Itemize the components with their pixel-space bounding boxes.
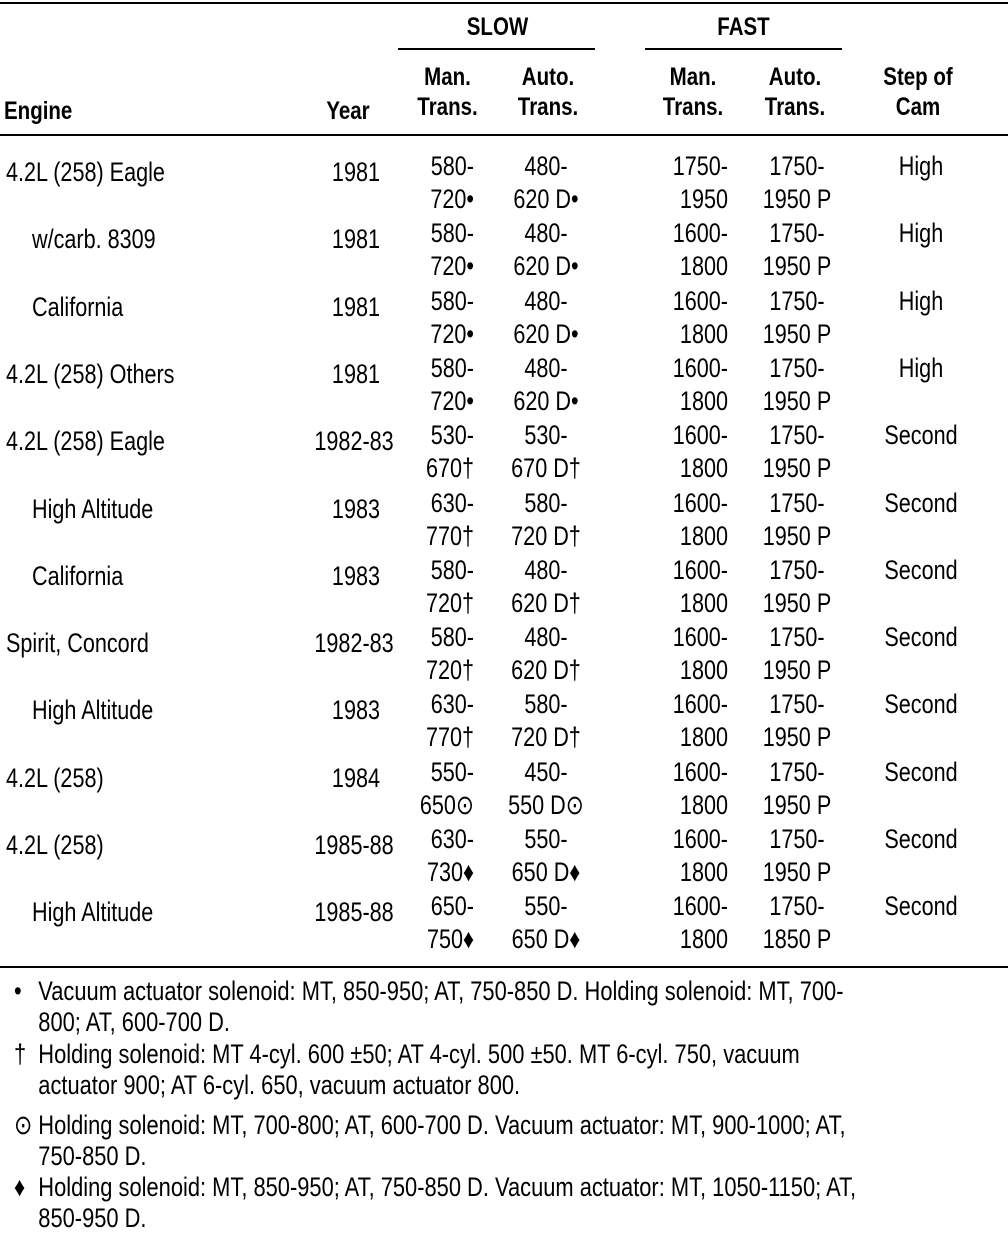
footnote-line: actuator 900; AT 6-cyl. 650, vacuum actuator 800.: [38, 1070, 521, 1100]
table-cell-slow-auto: 480-: [524, 555, 568, 585]
table-cell-fast-auto: 1950 P: [762, 251, 832, 281]
footnote-mark: ♦: [14, 1172, 26, 1202]
table-cell-fast-man: 1800: [679, 924, 728, 954]
table-cell-slow-auto: 550 D⊙: [508, 790, 584, 820]
header-rule: [0, 134, 1008, 136]
table-cell-slow-auto: 620 D•: [513, 386, 579, 416]
table-row-engine: California: [32, 292, 124, 322]
table-cell-fast-auto: 1750-: [769, 622, 825, 652]
table-cell-fast-man: 1750-: [672, 151, 728, 181]
fast-underline: [645, 48, 842, 50]
table-cell-fast-man: 1600-: [672, 689, 728, 719]
header-fast: FAST: [717, 13, 770, 41]
table-cell-slow-man: 770†: [425, 521, 474, 551]
table-cell-fast-man: 1600-: [672, 218, 728, 248]
footnote: [14, 1172, 1002, 1234]
table-cell-slow-auto: 620 D•: [513, 184, 579, 214]
header-slow-man-1: Man.: [424, 63, 471, 91]
table-cell-fast-auto: 1950 P: [762, 655, 832, 685]
header-slow: SLOW: [466, 13, 529, 41]
table-cell-slow-man: 720•: [430, 386, 474, 416]
table-row-engine: 4.2L (258) Eagle: [6, 426, 165, 456]
table-cell-year: 1981: [331, 157, 380, 187]
table-cell-year: 1985-88: [314, 897, 394, 927]
table-row-engine: w/carb. 8309: [32, 224, 156, 254]
header-step-2: Cam: [895, 93, 941, 121]
table-row-engine: High Altitude: [32, 897, 154, 927]
table-cell-year: 1982-83: [314, 426, 394, 456]
table-cell-fast-auto: 1950 P: [762, 453, 832, 483]
table-cell-fast-man: 1600-: [672, 622, 728, 652]
table-cell-slow-auto: 650 D♦: [511, 857, 581, 887]
header-step-1: Step of: [883, 63, 953, 91]
header-year: Year: [326, 97, 370, 125]
table-row-engine: 4.2L (258): [6, 763, 104, 793]
header-slow-auto-2: Trans.: [517, 93, 579, 121]
table-cell-fast-auto: 1950 P: [762, 184, 832, 214]
table-cell-fast-auto: 1750-: [769, 757, 825, 787]
table-cell-fast-man: 1600-: [672, 824, 728, 854]
table-cell-year: 1981: [331, 292, 380, 322]
table-cell-step: Second: [884, 757, 958, 787]
table-cell-slow-man: 720†: [425, 588, 474, 618]
table-cell-slow-auto: 670 D†: [511, 453, 581, 483]
table-cell-fast-auto: 1950 P: [762, 319, 832, 349]
table-cell-slow-man: 650-: [430, 891, 474, 921]
table-cell-fast-man: 1950: [679, 184, 728, 214]
table-row-engine: 4.2L (258) Eagle: [6, 157, 165, 187]
footnote-mark: †: [14, 1039, 27, 1069]
table-cell-slow-auto: 480-: [524, 218, 568, 248]
header-fast-auto-2: Trans.: [764, 93, 826, 121]
table-cell-year: 1983: [331, 494, 380, 524]
footnote-rule: [0, 966, 1008, 968]
table-cell-step: High: [898, 286, 944, 316]
table-cell-step: Second: [884, 824, 958, 854]
table-cell-slow-man: 730♦: [426, 857, 474, 887]
header-slow-man-2: Trans.: [417, 93, 478, 121]
table-cell-slow-auto: 620 D•: [513, 319, 579, 349]
table-cell-slow-auto: 620 D•: [513, 251, 579, 281]
header-slow-auto-1: Auto.: [521, 63, 575, 91]
table-cell-fast-man: 1600-: [672, 488, 728, 518]
table-cell-fast-auto: 1750-: [769, 488, 825, 518]
table-row-engine: California: [32, 561, 124, 591]
table-cell-slow-man: 720•: [430, 184, 474, 214]
table-cell-slow-man: 720†: [425, 655, 474, 685]
table-row-engine: 4.2L (258): [6, 830, 104, 860]
table-cell-slow-auto: 720 D†: [511, 521, 581, 551]
table-cell-slow-man: 580-: [430, 353, 474, 383]
table-cell-year: 1985-88: [314, 830, 394, 860]
slow-underline: [398, 48, 595, 50]
table-cell-slow-man: 530-: [430, 420, 474, 450]
footnote: [14, 976, 1002, 1038]
table-cell-step: High: [898, 218, 944, 248]
table-cell-slow-man: 720•: [430, 251, 474, 281]
table-cell-fast-auto: 1750-: [769, 689, 825, 719]
footnote: [14, 1110, 1002, 1172]
footnote-line: 750-850 D.: [38, 1141, 147, 1171]
footnote: [14, 1039, 1002, 1101]
table-cell-fast-man: 1600-: [672, 353, 728, 383]
table-cell-step: Second: [884, 488, 958, 518]
table-cell-slow-auto: 550-: [524, 891, 568, 921]
footnote-line: Holding solenoid: MT 4-cyl. 600 ±50; AT 4-cyl. 500 ±50. MT 6-cyl. 750, vacuum: [38, 1039, 800, 1069]
table-cell-step: Second: [884, 555, 958, 585]
table-cell-slow-auto: 720 D†: [511, 722, 581, 752]
table-cell-fast-auto: 1750-: [769, 353, 825, 383]
table-cell-slow-auto: 620 D†: [511, 655, 581, 685]
table-cell-slow-man: 580-: [430, 622, 474, 652]
header-fast-auto-1: Auto.: [768, 63, 822, 91]
table-cell-fast-auto: 1750-: [769, 891, 825, 921]
table-cell-slow-man: 550-: [430, 757, 474, 787]
table-cell-fast-man: 1800: [679, 453, 728, 483]
header-engine: Engine: [4, 97, 73, 125]
table-cell-fast-man: 1800: [679, 251, 728, 281]
table-cell-slow-man: 580-: [430, 286, 474, 316]
table-cell-fast-man: 1800: [679, 521, 728, 551]
table-cell-step: Second: [884, 891, 958, 921]
table-cell-year: 1981: [331, 224, 380, 254]
table-cell-slow-man: 770†: [425, 722, 474, 752]
table-cell-fast-auto: 1750-: [769, 151, 825, 181]
footnote-line: Holding solenoid: MT, 700-800; AT, 600-700 D. Vacuum actuator: MT, 900-1000; AT,: [38, 1110, 846, 1140]
table-cell-fast-man: 1600-: [672, 420, 728, 450]
table-cell-slow-man: 580-: [430, 555, 474, 585]
table-cell-year: 1982-83: [314, 628, 394, 658]
table-row-engine: High Altitude: [32, 695, 154, 725]
table-cell-fast-auto: 1950 P: [762, 790, 832, 820]
table-cell-slow-man: 580-: [430, 218, 474, 248]
table-cell-fast-auto: 1850 P: [762, 924, 832, 954]
table-cell-step: High: [898, 353, 944, 383]
table-row-engine: High Altitude: [32, 494, 154, 524]
table-cell-fast-auto: 1950 P: [762, 722, 832, 752]
table-cell-fast-man: 1800: [679, 857, 728, 887]
table-cell-fast-man: 1800: [679, 588, 728, 618]
table-cell-slow-auto: 480-: [524, 622, 568, 652]
table-cell-fast-man: 1800: [679, 386, 728, 416]
table-cell-fast-auto: 1750-: [769, 420, 825, 450]
table-cell-slow-auto: 480-: [524, 353, 568, 383]
table-cell-slow-auto: 450-: [524, 757, 568, 787]
table-cell-slow-auto: 550-: [524, 824, 568, 854]
table-cell-slow-man: 670†: [425, 453, 474, 483]
table-row-engine: Spirit, Concord: [6, 628, 149, 658]
footnote-line: 800; AT, 600-700 D.: [38, 1007, 231, 1037]
table-cell-slow-man: 650⊙: [419, 790, 474, 820]
header-fast-man-2: Trans.: [662, 93, 724, 121]
table-cell-fast-man: 1800: [679, 319, 728, 349]
table-cell-slow-man: 750♦: [426, 924, 474, 954]
table-cell-fast-auto: 1750-: [769, 555, 825, 585]
table-cell-fast-man: 1600-: [672, 757, 728, 787]
table-cell-fast-auto: 1750-: [769, 286, 825, 316]
table-cell-slow-auto: 530-: [524, 420, 568, 450]
table-cell-step: Second: [884, 420, 958, 450]
table-row-engine: 4.2L (258) Others: [6, 359, 175, 389]
table-cell-fast-man: 1600-: [672, 555, 728, 585]
table-cell-fast-man: 1800: [679, 722, 728, 752]
table-cell-slow-man: 630-: [430, 824, 474, 854]
table-cell-fast-auto: 1750-: [769, 824, 825, 854]
header-fast-man-1: Man.: [669, 63, 717, 91]
table-cell-fast-auto: 1950 P: [762, 857, 832, 887]
table-cell-fast-auto: 1950 P: [762, 521, 832, 551]
footnote-line: 850-950 D.: [38, 1203, 147, 1233]
table-cell-fast-auto: 1950 P: [762, 386, 832, 416]
table-cell-slow-auto: 480-: [524, 151, 568, 181]
table-cell-year: 1983: [331, 695, 380, 725]
top-rule: [0, 2, 1008, 4]
table-cell-slow-man: 630-: [430, 689, 474, 719]
table-cell-year: 1981: [331, 359, 380, 389]
table-cell-slow-man: 630-: [430, 488, 474, 518]
table-cell-slow-man: 720•: [430, 319, 474, 349]
table-cell-fast-auto: 1750-: [769, 218, 825, 248]
table-cell-slow-auto: 650 D♦: [511, 924, 581, 954]
table-cell-fast-man: 1600-: [672, 286, 728, 316]
table-cell-step: Second: [884, 622, 958, 652]
table-cell-year: 1983: [331, 561, 380, 591]
table-cell-slow-auto: 620 D†: [511, 588, 581, 618]
table-cell-slow-auto: 480-: [524, 286, 568, 316]
footnote-mark: ⊙: [14, 1110, 33, 1140]
table-cell-slow-man: 580-: [430, 151, 474, 181]
footnote-line: Holding solenoid: MT, 850-950; AT, 750-850 D. Vacuum actuator: MT, 1050-1150; AT,: [38, 1172, 857, 1202]
table-cell-fast-man: 1800: [679, 655, 728, 685]
table-cell-fast-auto: 1950 P: [762, 588, 832, 618]
table-cell-year: 1984: [331, 763, 380, 793]
footnote-line: Vacuum actuator solenoid: MT, 850-950; AT, 750-850 D. Holding solenoid: MT, 700-: [38, 976, 844, 1006]
table-cell-slow-auto: 580-: [524, 488, 568, 518]
table-cell-step: Second: [884, 689, 958, 719]
table-cell-fast-man: 1600-: [672, 891, 728, 921]
table-cell-slow-auto: 580-: [524, 689, 568, 719]
table-cell-fast-man: 1800: [679, 790, 728, 820]
table-cell-step: High: [898, 151, 944, 181]
footnote-mark: •: [14, 976, 22, 1006]
